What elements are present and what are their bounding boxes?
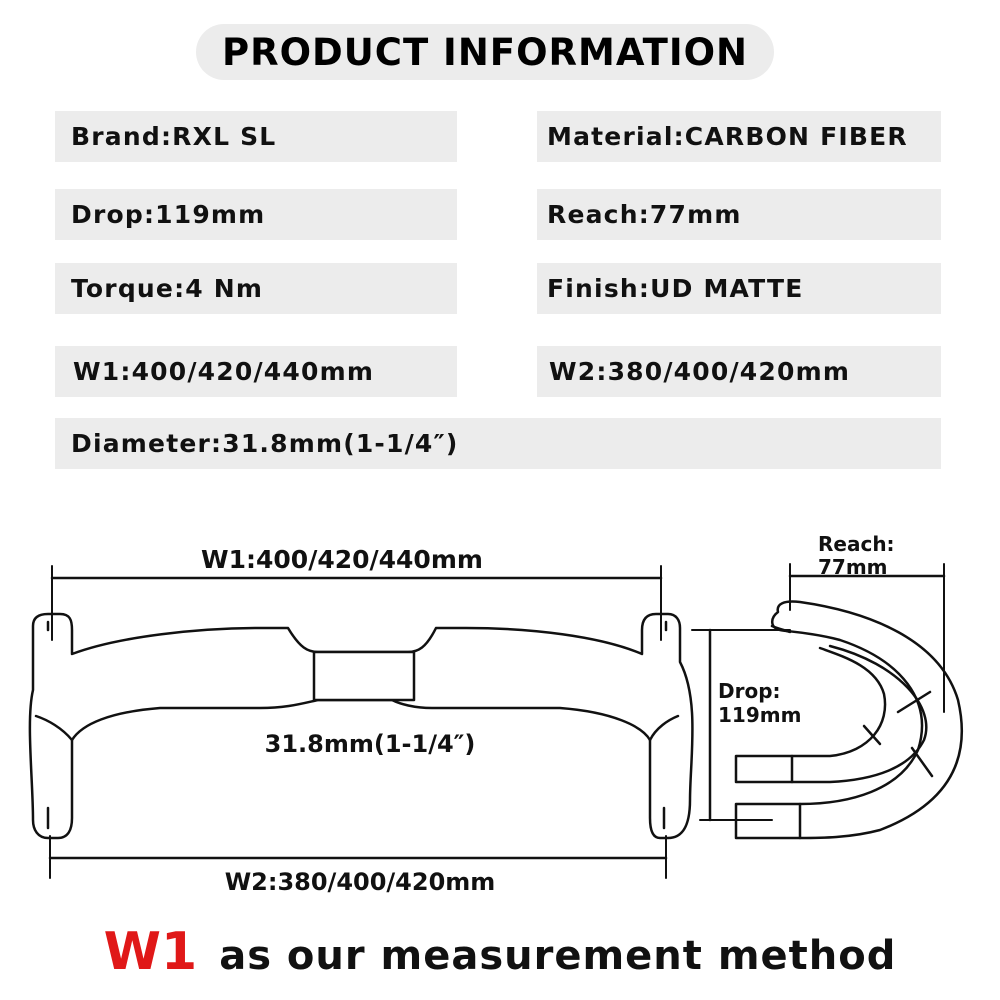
spec-finish-text: Finish:UD MATTE xyxy=(547,274,804,303)
spec-material-text: Material:CARBON FIBER xyxy=(547,122,908,151)
front-view xyxy=(30,566,693,878)
measurement-note xyxy=(0,922,1000,992)
right-drop-seam xyxy=(650,716,678,740)
left-drop-seam xyxy=(36,716,72,740)
drop-label-line2: 119mm xyxy=(718,703,802,727)
reach-label-line1: Reach: xyxy=(818,532,895,556)
drop-label-line1: Drop: xyxy=(718,679,781,703)
handlebar-front-outline xyxy=(30,614,693,838)
center-clamp xyxy=(314,652,414,700)
spec-torque-text: Torque:4 Nm xyxy=(71,274,264,303)
w2-dimension-label: W2:380/400/420mm xyxy=(224,868,496,896)
side-seam-4 xyxy=(912,748,932,776)
reach-label-line2: 77mm xyxy=(818,555,888,579)
page-title: PRODUCT INFORMATION xyxy=(221,30,749,74)
spec-reach-text: Reach:77mm xyxy=(547,200,742,229)
spec-drop-text: Drop:119mm xyxy=(71,200,266,229)
spec-diameter-text: Diameter:31.8mm(1-1/4″) xyxy=(71,429,459,458)
spec-w2-text: W2:380/400/420mm xyxy=(549,357,851,386)
diameter-dimension-label: 31.8mm(1-1/4″) xyxy=(264,730,476,758)
spec-w1-text: W1:400/420/440mm xyxy=(73,357,375,386)
w1-dimension-label: W1:400/420/440mm xyxy=(201,545,483,574)
measurement-highlight: W1 xyxy=(103,922,198,982)
spec-brand-text: Brand:RXL SL xyxy=(71,122,277,151)
measurement-text: as our measurement method xyxy=(219,933,897,979)
